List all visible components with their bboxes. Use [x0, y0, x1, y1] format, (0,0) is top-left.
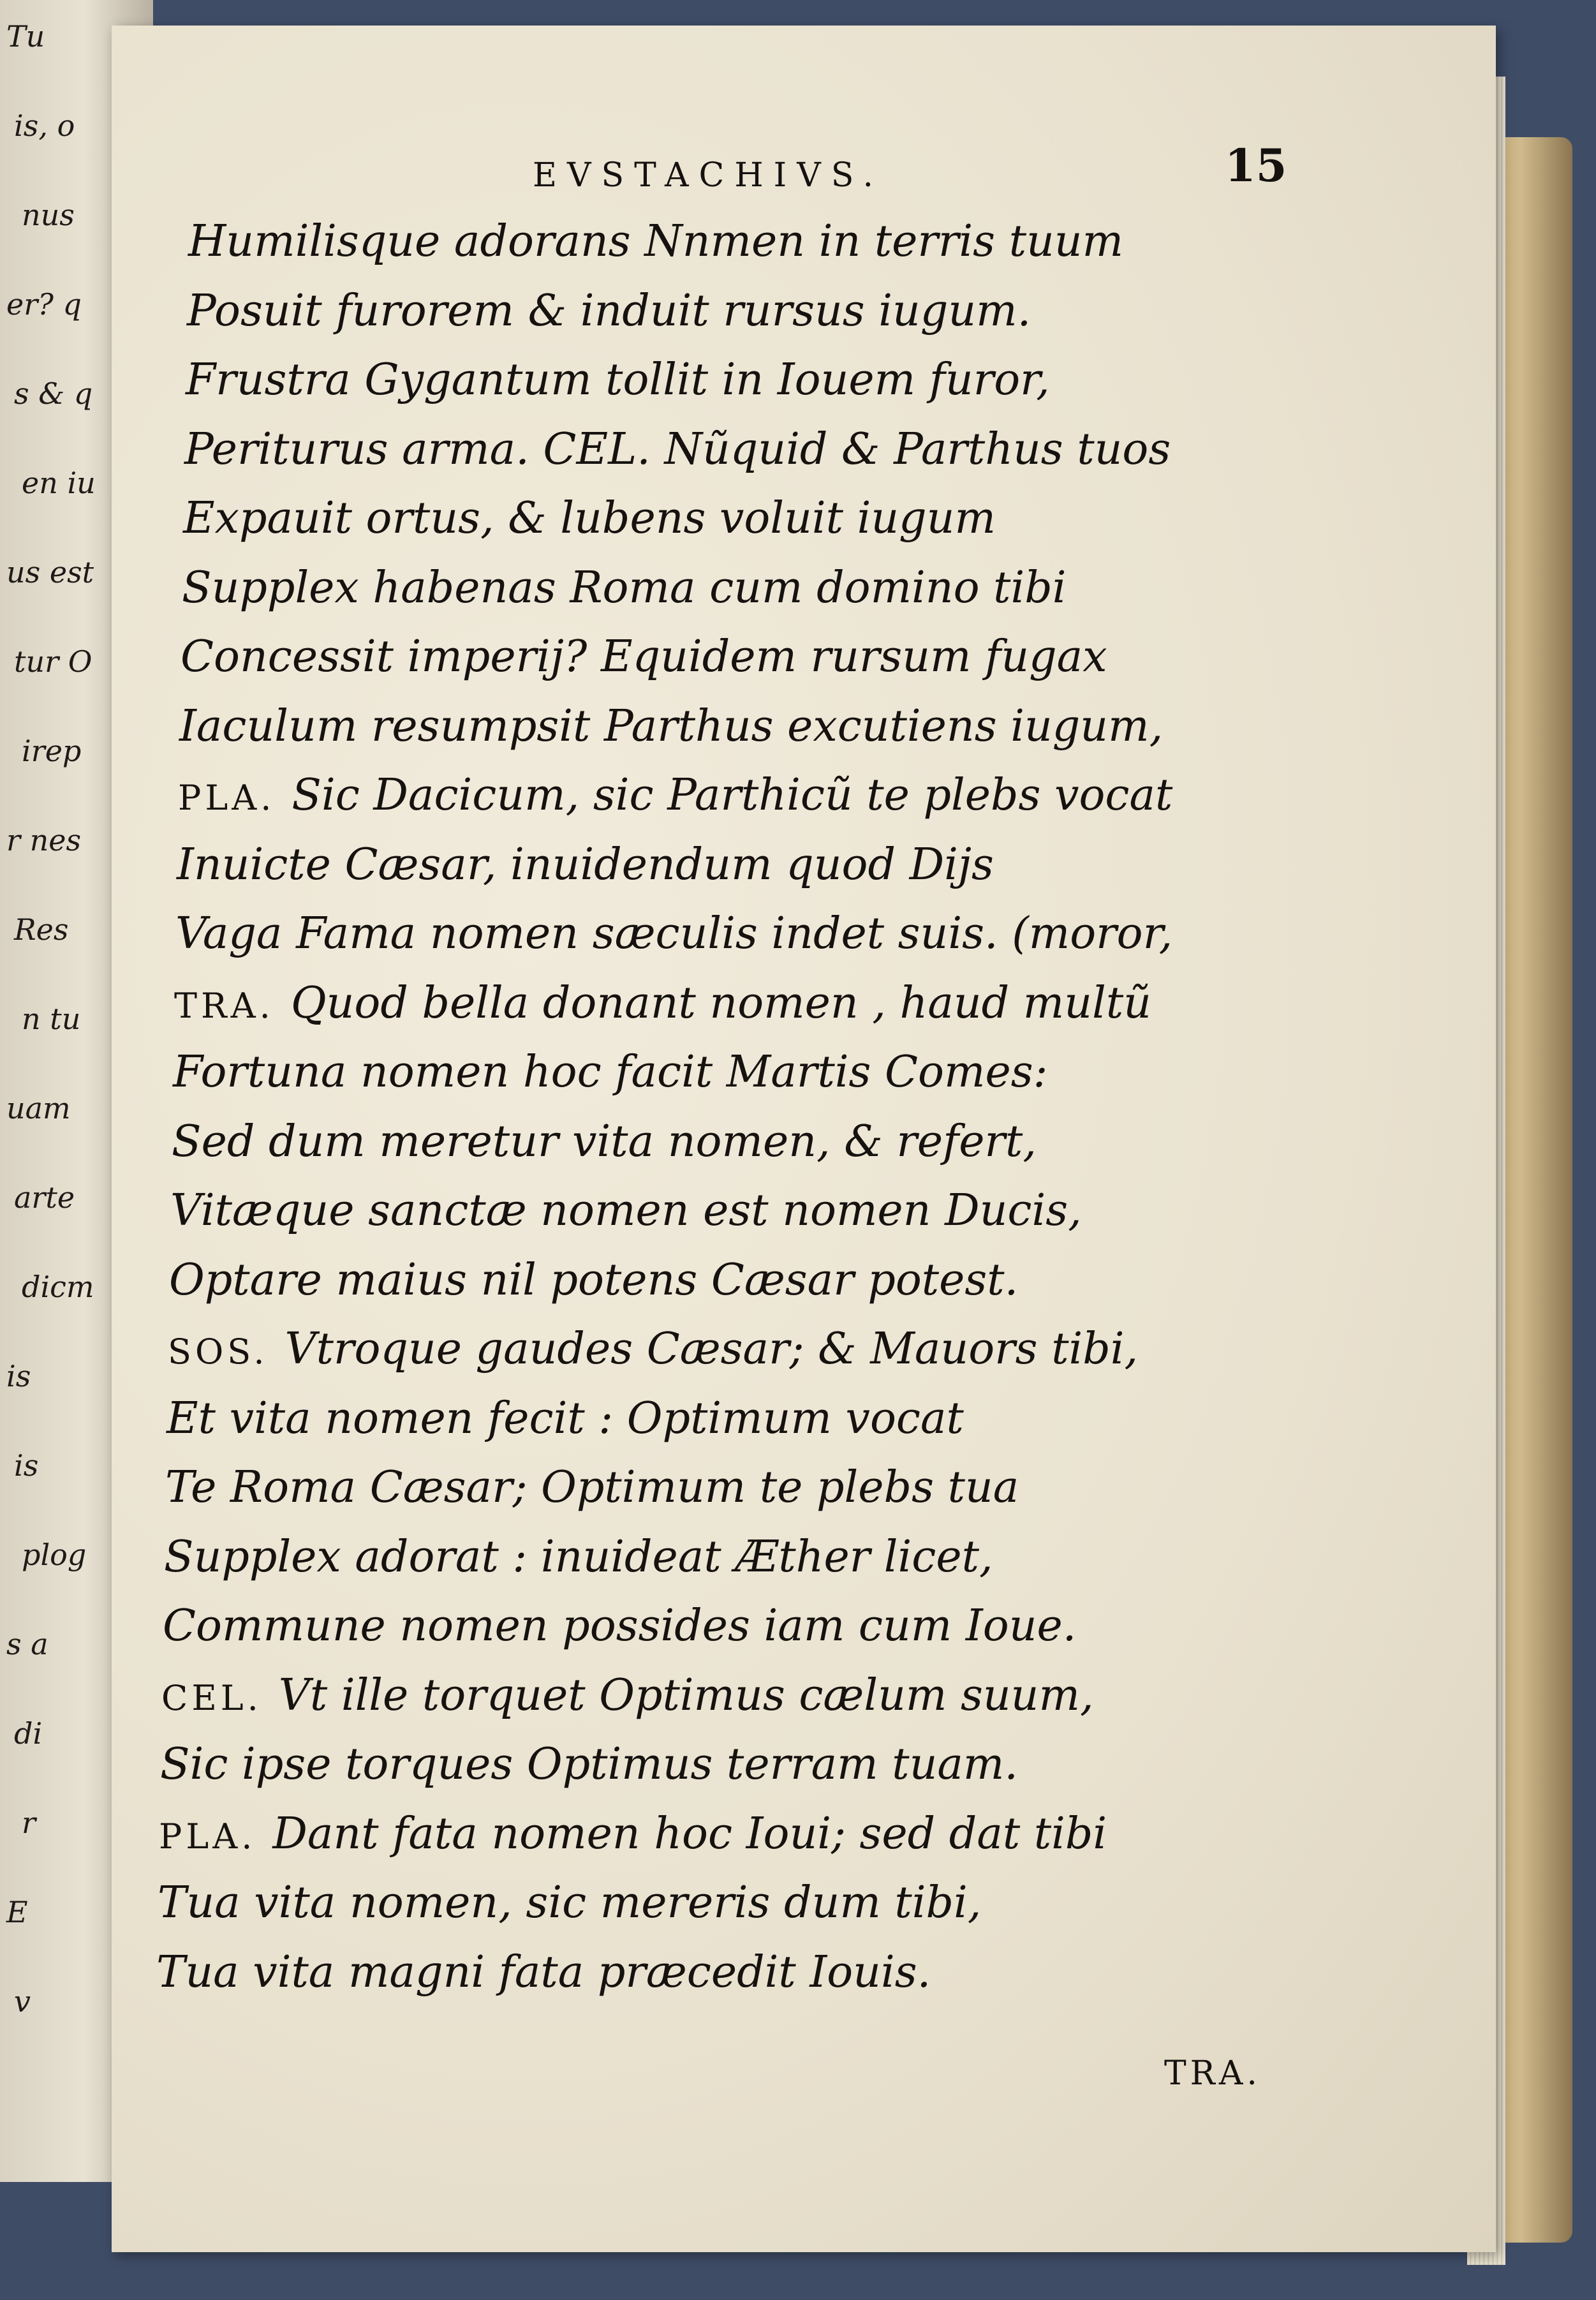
- verse-line: [183, 493, 996, 544]
- left-page-fragment: is: [14, 1448, 39, 1483]
- verse-text: Concessit imperij? Equidem rursum fugax: [181, 632, 1107, 682]
- verse-text: Sic ipse torques Optimus terram tuam.: [160, 1739, 1019, 1790]
- left-page-fragment: irep: [22, 734, 82, 768]
- verse-text: Sic Dacicum, sic Parthicũ te plebs vocat: [292, 770, 1173, 820]
- verse-line: [188, 216, 1124, 267]
- verse-text: Dant fata nomen hoc Ioui; sed dat tibi: [272, 1808, 1107, 1859]
- verse-line: [168, 1324, 1139, 1374]
- verse-line: [165, 1462, 1019, 1513]
- verse-line: [164, 1531, 993, 1582]
- left-page-fragment: tur O: [14, 644, 92, 679]
- verse-line: [170, 1185, 1082, 1236]
- verse-text: Supplex adorat : inuideat Æther licet,: [164, 1531, 993, 1582]
- left-page-fragment: E: [6, 1895, 28, 1929]
- verse-line: [182, 562, 1067, 613]
- verse-text: Vaga Fama nomen sæculis indet suis. (moror,: [175, 909, 1173, 959]
- catchword: TRA.: [1164, 2054, 1261, 2093]
- verse-text: Iaculum resumpsit Parthus excutiens iugum,: [179, 701, 1164, 752]
- verse-text: Quod bella donant nomen , haud multũ: [290, 977, 1151, 1028]
- verse-line: [159, 1808, 1107, 1859]
- left-page-fragment: Res: [14, 912, 69, 947]
- verse-line: [187, 285, 1031, 336]
- verse-text: Te Roma Cæsar; Optimum te plebs tua: [165, 1462, 1019, 1513]
- right-page: [112, 26, 1496, 2252]
- verse-line: [177, 839, 994, 890]
- speaker-label: SOS.: [168, 1332, 269, 1372]
- verse-text: Supplex habenas Roma cum domino tibi: [182, 562, 1067, 613]
- left-page-fragment: s & q: [14, 376, 93, 411]
- verse-line: [158, 1878, 982, 1928]
- speaker-label: CEL.: [161, 1677, 262, 1718]
- verse-text: Optare maius nil potens Cæsar potest.: [169, 1254, 1019, 1305]
- verse-line: [179, 701, 1164, 752]
- left-page-fragment: us est: [6, 555, 94, 590]
- left-page-fragment: di: [14, 1716, 43, 1751]
- verse-text: Sed dum meretur vita nomen, & refert,: [172, 1116, 1037, 1167]
- left-page-fragment: dicm: [22, 1270, 94, 1304]
- verse-text: Tua vita magni fata præcedit Iouis.: [156, 1947, 931, 1998]
- verse-text: Expauit ortus, & lubens voluit iugum: [183, 493, 996, 544]
- verse-text: Vt ille torquet Optimus cælum suum,: [278, 1670, 1094, 1721]
- left-page-fragment: s a: [6, 1627, 48, 1661]
- verse-text: Posuit furorem & induit rursus iugum.: [187, 285, 1031, 336]
- left-page-fragment: arte: [14, 1180, 75, 1215]
- verse-line: [163, 1601, 1077, 1651]
- verse-line: [166, 1393, 964, 1444]
- left-page-fragment: v: [14, 1984, 31, 2019]
- verse-text: Vtroque gaudes Cæsar; & Mauors tibi,: [284, 1324, 1139, 1374]
- verse-text: Vitæque sanctæ nomen est nomen Ducis,: [170, 1185, 1082, 1236]
- speaker-label: PLA.: [178, 778, 276, 818]
- verse-text: Tua vita nomen, sic mereris dum tibi,: [158, 1878, 982, 1928]
- left-page-fragment: Tu: [6, 19, 45, 54]
- verse-line: [186, 355, 1050, 405]
- left-page-fragment: n tu: [22, 1002, 81, 1036]
- verse-text: Inuicte Cæsar, inuidendum quod Dijs: [177, 839, 994, 890]
- page-number: 15: [1225, 139, 1287, 192]
- left-page-fragment: r: [22, 1806, 36, 1840]
- verse-text: Commune nomen possides iam cum Ioue.: [163, 1601, 1077, 1651]
- verse-line: [178, 770, 1173, 820]
- left-page-fragment: is: [6, 1359, 31, 1393]
- left-page-fragment: plog: [22, 1538, 87, 1572]
- verse-line: [172, 1116, 1037, 1167]
- verse-text: Et vita nomen fecit : Optimum vocat: [166, 1393, 964, 1444]
- verse-text: Humilisque adorans Nnmen in terris tuum: [188, 216, 1124, 267]
- speaker-label: TRA.: [174, 985, 274, 1026]
- left-page-fragment: en iu: [22, 466, 96, 500]
- running-head: EVSTACHIVS.: [533, 156, 884, 195]
- left-page-fragment: uam: [6, 1091, 71, 1125]
- left-page-fragment: er? q: [6, 287, 82, 322]
- verse-text: Fortuna nomen hoc facit Martis Comes:: [173, 1047, 1048, 1097]
- verse-line: [174, 977, 1151, 1028]
- left-page-fragment: nus: [22, 198, 75, 232]
- verse-line: [156, 1947, 931, 1998]
- verse-text: Frustra Gygantum tollit in Iouem furor,: [186, 355, 1050, 405]
- verse-line: [175, 909, 1173, 959]
- left-page-fragment: is, o: [14, 108, 75, 143]
- verse-line: [160, 1739, 1019, 1790]
- verse-text: Periturus arma. CEL. Nũquid & Parthus tuos: [184, 424, 1171, 475]
- left-page-fragment: r nes: [6, 823, 82, 857]
- speaker-label: PLA.: [159, 1816, 256, 1857]
- verse-line: [181, 632, 1107, 682]
- verse-line: [169, 1254, 1019, 1305]
- verse-line: [161, 1670, 1094, 1721]
- verse-line: [173, 1047, 1048, 1097]
- verse-line: [184, 424, 1171, 475]
